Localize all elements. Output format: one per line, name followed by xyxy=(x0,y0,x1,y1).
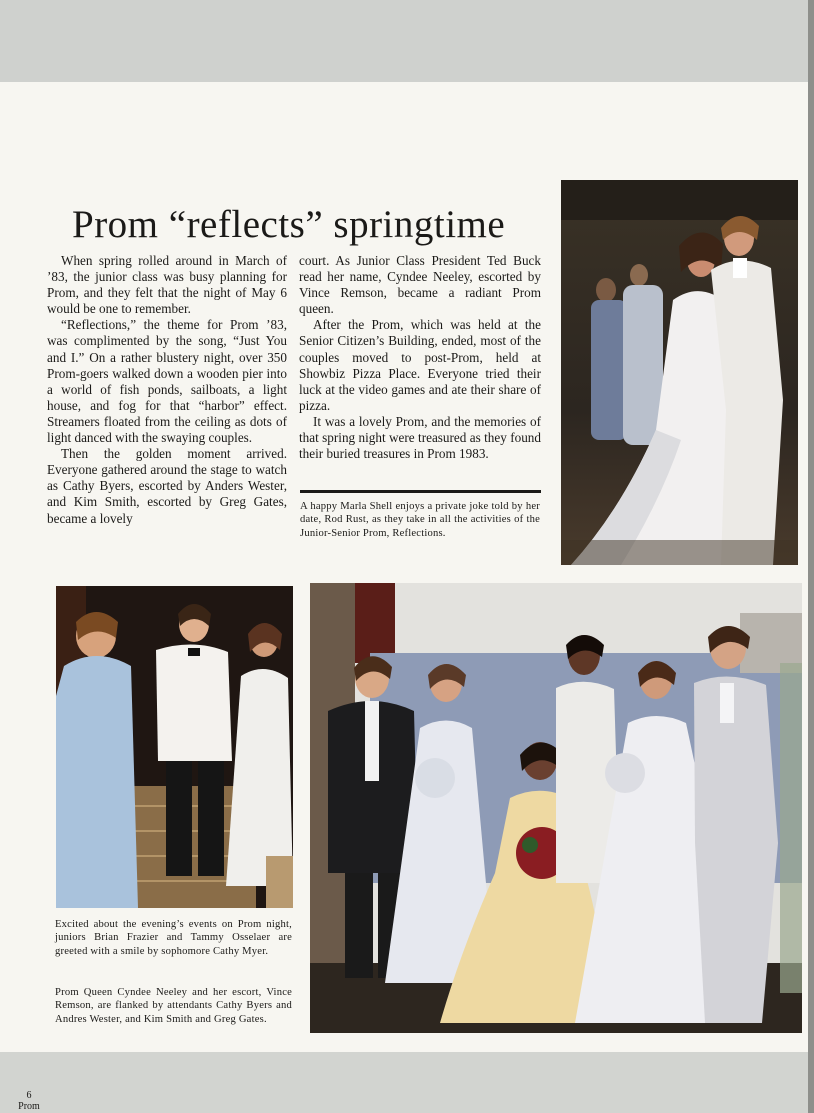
article-paragraph: When spring rolled around in March of ’83, the junior class was busy planning for Prom, and they felt that the night of May 6 would be one to remember. xyxy=(47,253,287,317)
article-paragraph: After the Prom, which was held at the Senior Citizen’s Building, ended, most of the couples moved to post-Prom, held at Showbiz Pizza Place. Everyone tried their luck at the video games and ate their share of pizza. xyxy=(299,317,541,413)
photo-prom-court xyxy=(310,583,802,1033)
caption-divider xyxy=(300,490,541,493)
caption-greeting-photo: Excited about the evening’s events on Prom night, juniors Brian Frazier and Tammy Osselaer are greeted with a smile by sophomore Cathy Myer. xyxy=(55,919,292,957)
scan-background-top xyxy=(0,0,814,82)
article-paragraph: court. As Junior Class President Ted Buck read her name, Cyndee Neeley, escorted by Vince Remson, became a radiant Prom queen. xyxy=(299,253,541,317)
photo-couple-dancing xyxy=(561,180,798,565)
photo-greeting xyxy=(56,586,293,908)
article-paragraph: Then the golden moment arrived. Everyone gathered around the stage to watch as Cathy Byers, escorted by Anders Wester, and Kim Smith, escorted by Greg Gates, became a lovely xyxy=(47,446,287,526)
page-title: Prom “reflects” springtime xyxy=(72,203,506,246)
caption-court-photo: Prom Queen Cyndee Neeley and her escort, Vince Remson, are flanked by attendants Cathy Byers and Andres Wester, and Kim Smith and Greg Gates. xyxy=(55,987,292,1025)
article-column-1 xyxy=(47,253,287,527)
article-column-2 xyxy=(299,253,541,462)
article-paragraph: “Reflections,” the theme for Prom ’83, was complimented by the song, “Just You and I.” On a rather blustery night, over 350 Prom-goers walked down a wooden pier into a world of fish ponds, sailboats, a light house, and fog for that “harbor” effect. Streamers floated from the ceiling as dots of light danced with the swaying couples. xyxy=(47,317,287,446)
page-edge xyxy=(808,0,814,1113)
page-number xyxy=(14,1090,44,1112)
caption-dance-photo: A happy Marla Shell enjoys a private joke told by her date, Rod Rust, as they take in all the activities of the Junior-Senior Prom, Reflections. xyxy=(300,501,540,539)
page-number-value: 6 xyxy=(26,1090,32,1101)
article-paragraph: It was a lovely Prom, and the memories of that spring night were treasured as they found their buried treasures in Prom 1983. xyxy=(299,413,541,462)
section-label: Prom xyxy=(18,1101,40,1112)
scan-background-bottom xyxy=(0,1052,814,1113)
